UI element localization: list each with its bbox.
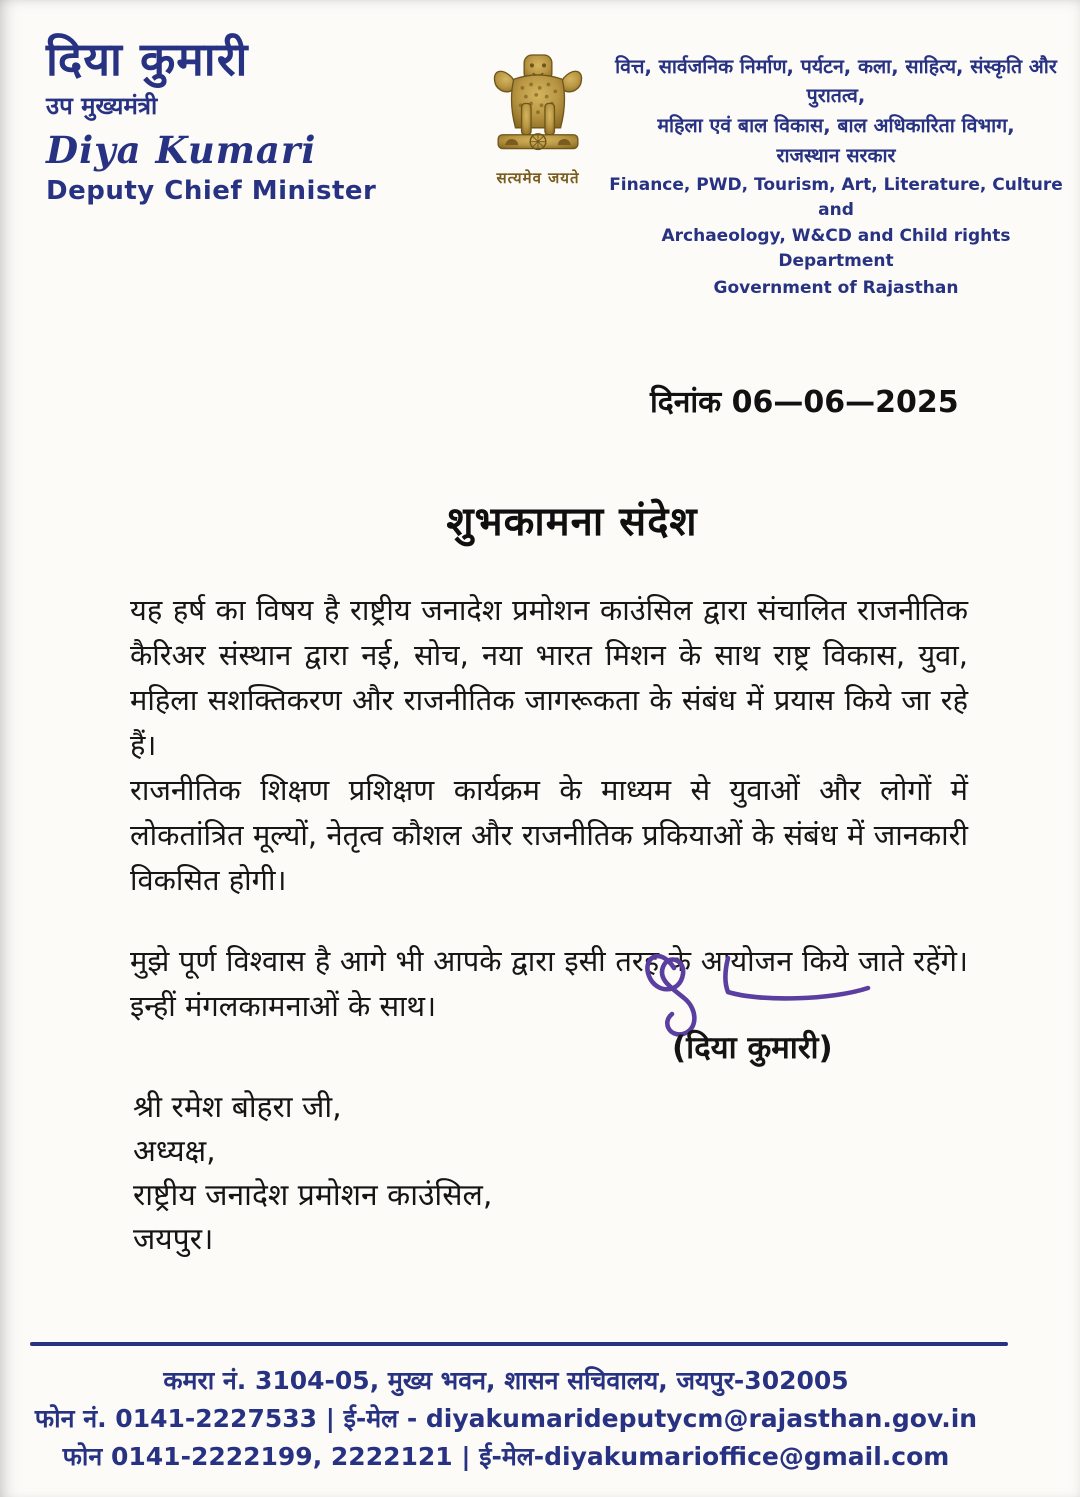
- recipient-city: जयपुर।: [133, 1222, 214, 1257]
- letter-date: दिनांक 06—06—2025: [650, 385, 959, 420]
- footer-phone-email-official: फोन नं. 0141-2227533 | ई-मेल - diyakumarideputycm@rajasthan.gov.in: [34, 1404, 978, 1433]
- department-hindi-line2: महिला एवं बाल विकास, बाल अधिकारिता विभाग,: [657, 113, 1015, 137]
- body-paragraph-1: यह हर्ष का विषय है राष्ट्रीय जनादेश प्रमोशन काउंसिल द्वारा संचालित राजनीतिक कैरिअर संस्थान द्वारा नई, सोच, नया भारत मिशन के साथ राष्ट्र विकास, युवा, महिला सशक्तिकरण और राजनीतिक जागरूकता के संबंध में प्रयास किये जा रहे हैं।: [130, 593, 968, 762]
- minister-designation-hindi: उप मुख्यमंत्री: [46, 91, 158, 120]
- footer-divider: [30, 1342, 1008, 1346]
- government-hindi: राजस्थान सरकार: [776, 143, 896, 167]
- minister-designation-english: Deputy Chief Minister: [46, 175, 377, 206]
- letter-title: शुभकामना संदेश: [446, 499, 698, 545]
- department-block: [608, 52, 1064, 300]
- recipient-organisation: राष्ट्रीय जनादेश प्रमोशन काउंसिल,: [133, 1178, 493, 1213]
- department-hindi-line1: वित्त, सार्वजनिक निर्माण, पर्यटन, कला, साहित्य, संस्कृति और पुरातत्व,: [615, 55, 1057, 108]
- national-emblem-block: [468, 48, 608, 188]
- body-paragraph-3: मुझे पूर्ण विश्वास है आगे भी आपके द्वारा इसी तरह के आयोजन किये जाते रहेंगे। इन्हीं मंगलकामनाओं के साथ।: [130, 944, 968, 1023]
- footer-phone-email-office: फोन 0141-2222199, 2222121 | ई-मेल-diyakumarioffice@gmail.com: [62, 1442, 950, 1471]
- ashoka-lion-capital-emblem-icon: [468, 48, 608, 166]
- footer-address: कमरा नं. 3104-05, मुख्य भवन, शासन सचिवालय, जयपुर-302005: [163, 1366, 849, 1395]
- recipient-address: [133, 1086, 492, 1262]
- minister-name-english: Diya Kumari: [46, 127, 317, 172]
- body-paragraph-2: राजनीतिक शिक्षण प्रशिक्षण कार्यक्रम के माध्यम से युवाओं और लोगों में लोकतांत्रित मूल्यों, नेतृत्व कौशल और राजनीतिक प्रकियाओं के संबंध में जानकारी विकसित होगी।: [130, 773, 968, 897]
- department-english-line2: Archaeology, W&CD and Child rights Department: [661, 226, 1011, 271]
- signatory-name: (दिया कुमारी): [672, 1030, 833, 1066]
- minister-name-hindi: दिया कुमारी: [46, 32, 249, 86]
- emblem-motto: सत्यमेव जयते: [496, 169, 580, 187]
- recipient-title: अध्यक्ष,: [133, 1134, 216, 1169]
- government-english: Government of Rajasthan: [713, 277, 959, 298]
- recipient-name: श्री रमेश बोहरा जी,: [133, 1090, 342, 1125]
- footer-contact-block: [0, 1362, 1012, 1476]
- letterhead-identity-block: [46, 34, 376, 206]
- department-english-line1: Finance, PWD, Tourism, Art, Literature, Culture and: [609, 174, 1063, 220]
